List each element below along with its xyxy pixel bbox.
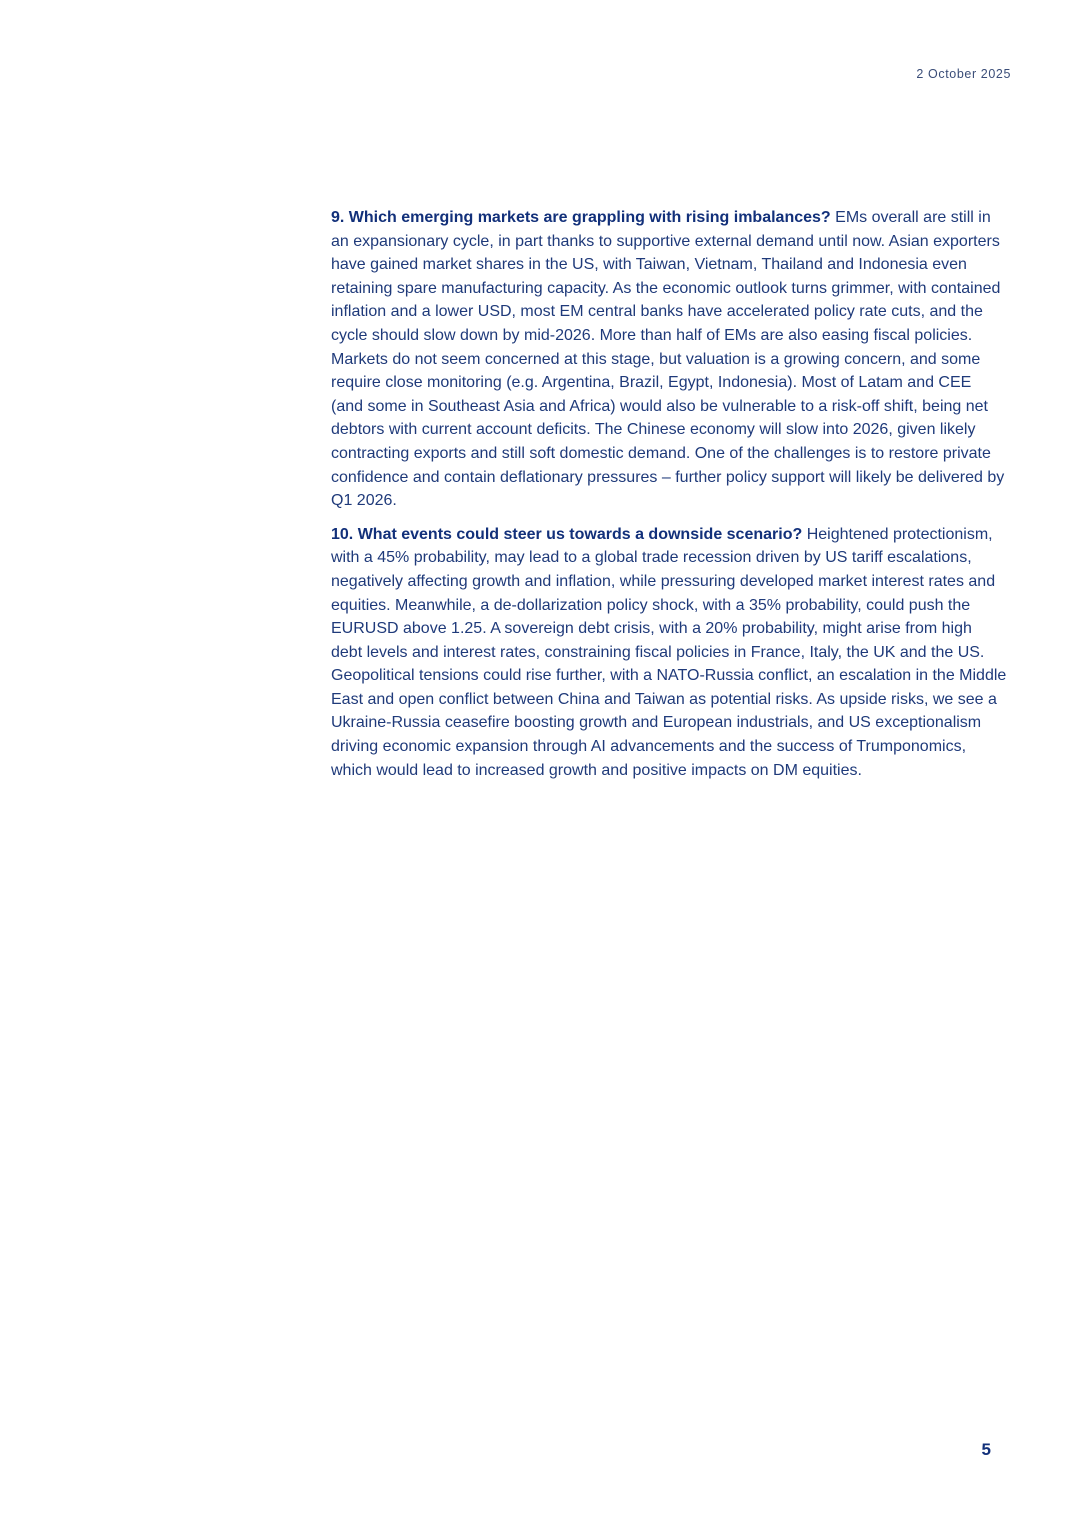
page-number: 5 — [981, 1440, 991, 1459]
document-date: 2 October 2025 — [916, 67, 1011, 81]
section-10-question: 10. What events could steer us towards a downside scenario? — [331, 525, 803, 543]
section-9 — [331, 206, 1007, 513]
section-9-question: 9. Which emerging markets are grappling with rising imbalances? — [331, 209, 831, 226]
section-9-answer: EMs overall are still in an expansionary cycle, in part thanks to supportive external demand until now. Asian exporters have gained market shares in the US, with Taiwan, Vietnam, Thailand and Indonesia even retaining spare manufacturing capacity. As the economic outlook turns grimmer, with contained inflation and a lower USD, most EM central banks have accelerated policy rate cuts, and the cycle should slow down by mid-2026. More than half of EMs are also easing fiscal policies. Markets do not seem concerned at this stage, but valuation is a growing concern, and some require close monitoring (e.g. Argentina, Brazil, Egypt, Indonesia). Most of Latam and CEE (and some in Southeast Asia and Africa) would also be vulnerable to a risk-off shift, being net debtors with current account deficits. The Chinese economy will slow into 2026, given likely contracting exports and still soft domestic demand. One of the challenges is to restore private confidence and contain deflationary pressures – further policy support will likely be delivered by Q1 2026. — [331, 209, 1005, 510]
main-content — [331, 206, 1007, 792]
section-10-answer: Heightened protectionism, with a 45% probability, may lead to a global trade recession driven by US tariff escalations, negatively affecting growth and inflation, while pressuring developed market interest rates and equities. Meanwhile, a de-dollarization policy shock, with a 35% probability, could push the EURUSD above 1.25. A sovereign debt crisis, with a 20% probability, might arise from high debt levels and interest rates, constraining fiscal policies in France, Italy, the UK and the US. Geopolitical tensions could rise further, with a NATO-Russia conflict, an escalation in the Middle East and open conflict between China and Taiwan as potential risks. As upside risks, we see a Ukraine-Russia ceasefire boosting growth and European industrials, and US exceptionalism driving economic expansion through AI advancements and the success of Trumponomics, which would lead to increased growth and positive impacts on DM equities. — [331, 525, 1007, 779]
section-10 — [331, 523, 1007, 783]
